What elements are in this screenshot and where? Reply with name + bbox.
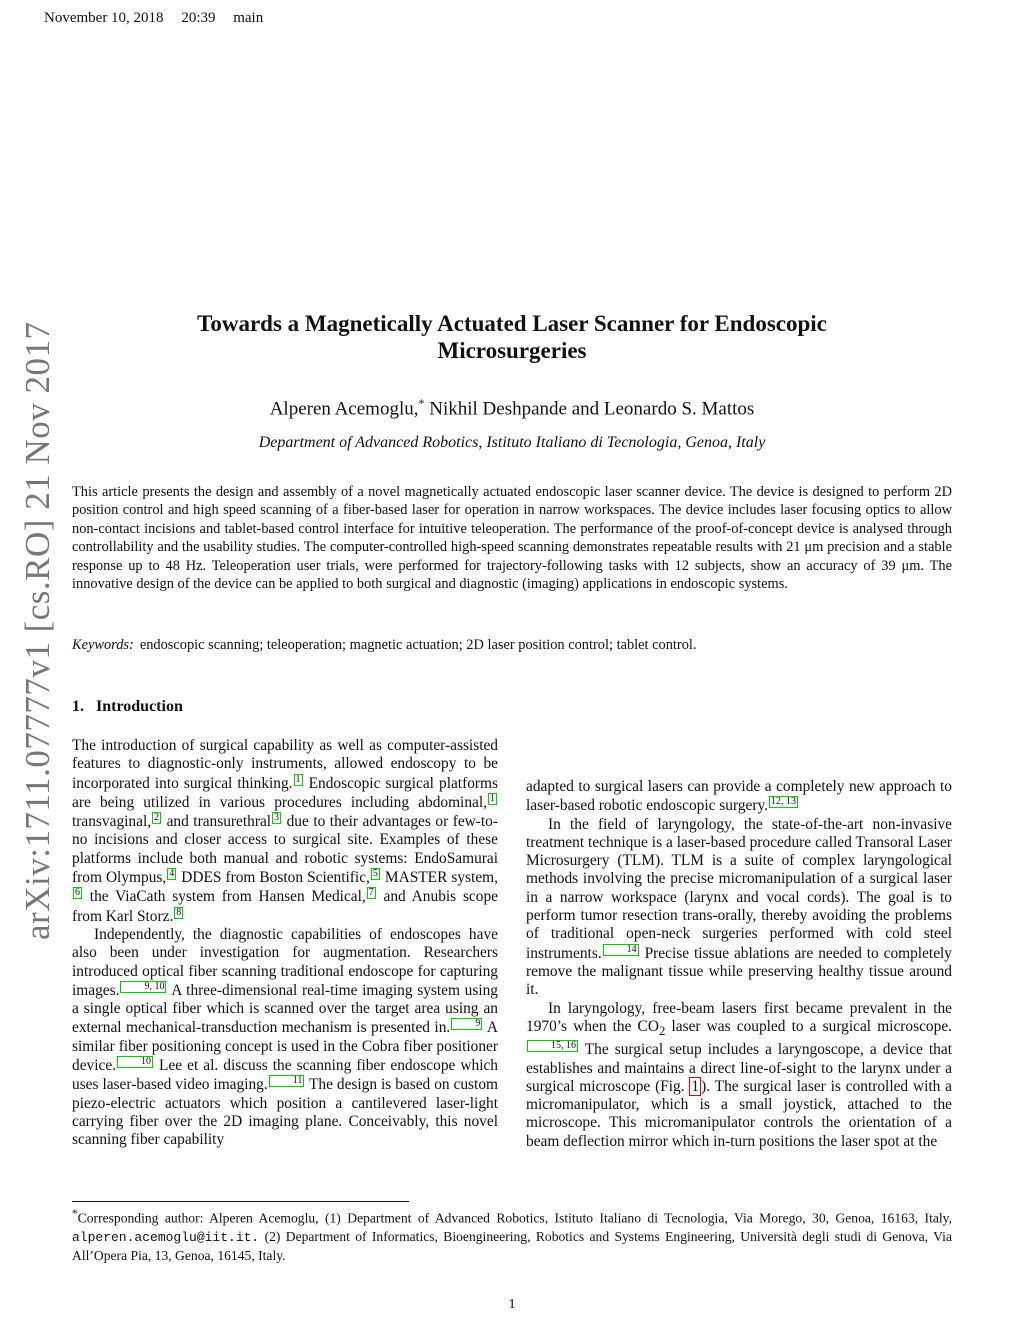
author-rest: Nikhil Deshpande and Leonardo S. Mattos <box>424 398 755 420</box>
text-run: Lee et al. discuss the scanning fiber endoscope which uses laser-based video imaging. <box>72 1057 498 1094</box>
text-run: In the field of laryngology, the state-of-the-art non-invasive treatment technique is a laser-based procedure called Transoral Laser Microsurgery (TLM). TLM is a suite of complex laryngological methods involving the precise micromanipulation of a surgical laser in a narrow workspace (larynx and vocal cords). The goal is to perform tumor resection trans-orally, thereby avoiding the problems of traditional open-neck surgeries performed with cold steel instruments. <box>526 815 952 962</box>
text-run: Independently, the diagnostic capabilities of endoscopes have also been under investigation for augmentation. Researchers introduced optical fiber scanning traditional endoscope for capturing images. <box>72 925 498 999</box>
text-run: ). The surgical laser is controlled with a micromanipulator, which is a small joystick, attached to the microscope. This micromanipulator controls the orientation of a beam deflection mirror which in-turn positions the laser spot at the <box>526 1077 952 1150</box>
title-line-1: Towards a Magnetically Actuated Laser Scanner for Endoscopic <box>197 311 827 336</box>
footnote <box>72 1205 952 1265</box>
header-date: November 10, 2018 <box>44 10 164 26</box>
keywords-label: Keywords: <box>72 637 134 653</box>
keywords <box>72 637 952 654</box>
running-header <box>44 10 277 27</box>
paragraph <box>526 1000 952 1151</box>
section-number: 1. <box>72 698 84 715</box>
paragraph <box>526 816 952 1000</box>
citation-link[interactable]: 8 <box>176 906 182 918</box>
citation-link[interactable]: 9 <box>451 1018 482 1030</box>
paragraph <box>526 778 952 816</box>
citation-link[interactable]: 4 <box>169 868 175 880</box>
page-number: 1 <box>508 1297 516 1312</box>
section-title: Introduction <box>96 698 183 715</box>
text-run: and Anubis scope from Karl Storz. <box>72 888 498 925</box>
subscript: 2 <box>658 1023 666 1038</box>
abstract: This article presents the design and assembly of a novel magnetically actuated endoscopic laser scanner device. The device is designed to perform 2D position control and high speed scanning of a fiber-based laser for operation in narrow workspaces. The device includes laser focusing optics to allow non-contact incisions and tablet-based control interface for intuitive teleoperation. The performance of the proof-of-concept device is analysed through controllability and the usability studies. The computer-controlled high-speed scanning demonstrates repeatable results with 21 μm precision and a stable response up to 48 Hz. Teleoperation user trials, were performed for trajectory-following tasks with 12 subjects, show an accuracy of 39 μm. The innovative design of the device can be applied to both surgical and diagnostic (imaging) applications in endoscopic systems. <box>72 484 952 593</box>
text-run: (2) Department of Informatics, Bioengineering, Robotics and Systems Engineering, Università degli studi di Genova, Via All’Opera Pia, 13, Genoa, 16145, Italy. <box>72 1228 952 1263</box>
text-run: Corresponding author: Alperen Acemoglu, (1) Department of Advanced Robotics, Istituto Italiano di Tecnologia, Via Morego, 30, Genoa, 16163, Italy, <box>77 1210 952 1226</box>
text-run: Endoscopic surgical platforms are being utilized in various procedures including abdominal, <box>72 774 498 811</box>
citation-link[interactable]: 6 <box>75 887 80 899</box>
footnote-mark: * <box>72 1208 78 1220</box>
citation-link[interactable]: 9, 10 <box>120 981 166 993</box>
text-run: The introduction of surgical capability as well as computer-assisted features to diagnostic-only instruments, allowed endoscopy to be incorporated into surgical thinking. <box>72 737 498 792</box>
citation-link[interactable]: 1 <box>295 773 301 785</box>
text-run: MASTER system, <box>380 869 498 887</box>
text-run: the ViaCath system from Hansen Medical, <box>83 888 366 906</box>
right-column <box>526 778 952 1151</box>
citation-link[interactable]: 5 <box>372 868 378 880</box>
text-run: transvaginal, <box>72 813 152 831</box>
email-link[interactable]: alperen.acemoglu@iit.it. <box>72 1229 260 1245</box>
affiliation: Department of Advanced Robotics, Istituto Italiano di Tecnologia, Genoa, Italy <box>258 434 766 451</box>
title-line-2: Microsurgeries <box>437 338 587 363</box>
paper-title <box>100 310 924 364</box>
citation-link[interactable]: 14 <box>603 944 639 956</box>
arxiv-watermark: arXiv:1711.07777v1 [cs.RO] 21 Nov 2017 <box>18 321 57 940</box>
author-first: Alperen Acemoglu, <box>269 398 419 420</box>
text-run: A similar fiber positioning concept is used in the Cobra fiber positioner device. <box>72 1019 498 1075</box>
text-run: A three-dimensional real-time imaging system using a single optical fiber which is scanned over the target area using an external mechanical-transduction mechanism is presented in. <box>72 981 498 1037</box>
header-time: 20:39 <box>181 10 216 26</box>
citation-link[interactable]: 10 <box>117 1056 153 1068</box>
text-run: The surgical setup includes a laryngoscope, a device that establishes and maintains a direct line-of-sight to the larynx under a surgical microscope (Fig. <box>526 1041 952 1095</box>
text-run: laser was coupled to a surgical microscope. <box>665 1017 952 1035</box>
paragraph <box>72 926 498 1150</box>
text-run: Precise tissue ablations are needed to completely remove the malignant tissue while preserving healthy tissue around it. <box>526 944 952 999</box>
citation-link[interactable]: 12, 13 <box>771 796 797 808</box>
text-run: In laryngology, free-beam lasers first became prevalent in the 1970’s when the CO <box>526 999 952 1035</box>
footnote-rule <box>72 1201 409 1202</box>
figure-link[interactable]: 1 <box>691 1077 700 1095</box>
citation-link[interactable]: 1 <box>490 792 495 804</box>
text-run: due to their advantages or few-to-no incisions and closer access to surgical site. Examples of these platforms include both manual and robotic systems: EndoSamurai from Olympus, <box>72 813 498 887</box>
text-run: The design is based on custom piezo-electric actuators which position a cantilevered laser-light carrying fiber over the 2D imaging plane. Conceivably, this novel scanning fiber capability <box>72 1076 498 1149</box>
corresponding-mark: * <box>418 396 425 410</box>
citation-link[interactable]: 2 <box>154 812 160 824</box>
keywords-text: endoscopic scanning; teleoperation; magnetic actuation; 2D laser position control; tablet control. <box>139 637 697 653</box>
author-list <box>100 396 924 420</box>
citation-link[interactable]: 7 <box>368 887 374 899</box>
left-column <box>72 737 498 1150</box>
section-heading <box>72 698 183 716</box>
paragraph <box>72 737 498 926</box>
citation-link[interactable]: 11 <box>269 1075 305 1087</box>
header-label: main <box>233 10 264 26</box>
citation-link[interactable]: 15, 16 <box>527 1040 578 1052</box>
text-run: adapted to surgical lasers can provide a completely new approach to laser-based robotic endoscopic surgery. <box>526 778 952 815</box>
citation-link[interactable]: 3 <box>274 812 280 824</box>
text-run: DDES from Boston Scientific, <box>177 869 370 887</box>
text-run: and transurethral <box>162 813 272 831</box>
